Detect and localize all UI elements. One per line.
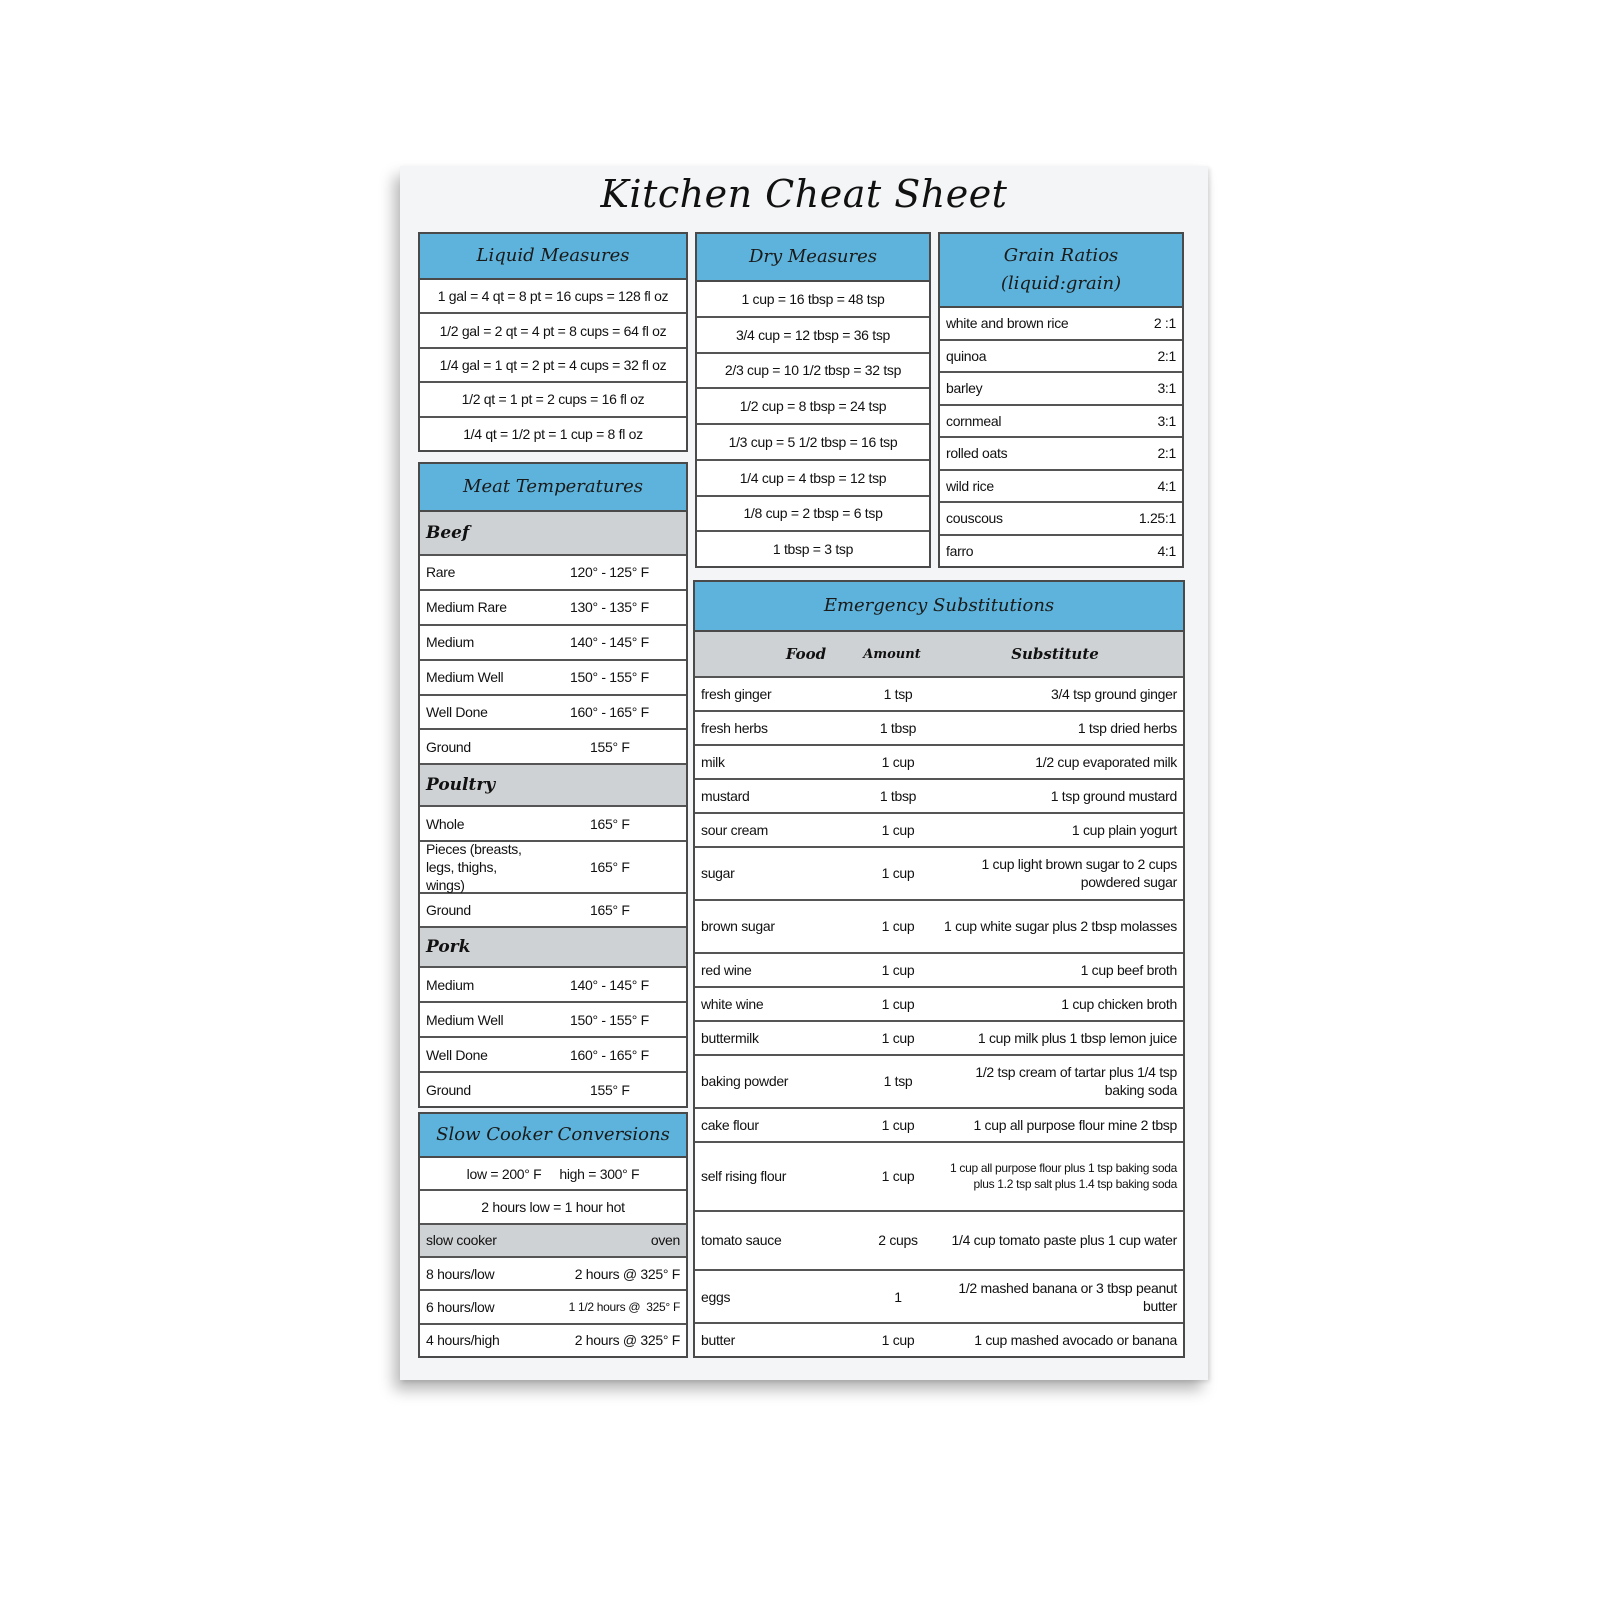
cell-text: 2:1: [1157, 347, 1176, 364]
meat-temperatures-heading: Meat Temperatures: [420, 464, 686, 512]
cell-text: 165° F: [590, 815, 630, 832]
cell-text: Medium: [426, 976, 474, 993]
cell-text: barley: [946, 380, 983, 397]
meat-temperatures-panel: [418, 462, 688, 1108]
cell-text: sugar: [701, 865, 735, 882]
cell-text: 1 cup: [881, 1168, 915, 1185]
cell-text: 1 cup: [881, 821, 915, 838]
cell-text: Ground: [426, 902, 471, 918]
cell-text: quinoa: [946, 347, 987, 364]
cell-text: 140° - 145° F: [570, 634, 649, 651]
cell-text: 1 cup: [881, 995, 915, 1012]
liquid-row: 1/2 gal = 2 qt = 4 pt = 8 cups = 64 fl oz: [420, 314, 686, 348]
cell-text: 1: [894, 1288, 902, 1305]
slow-row: [420, 1325, 686, 1356]
cell-text: 1 cup: [881, 1116, 915, 1133]
cell-text: 165° F: [590, 902, 630, 918]
substitution-row: [695, 901, 1183, 954]
cell-text: sour cream: [701, 821, 769, 838]
cell-text: 140° - 145° F: [570, 976, 649, 993]
meat-row: [420, 696, 686, 731]
cell-text: 1 cup all purpose flour plus 1 tsp baking soda plus 1.2 tsp salt plus 1.4 tsp baking soda: [949, 1161, 1177, 1192]
slow-columns-row: [420, 1225, 686, 1258]
cell-text: 1 cup chicken broth: [1061, 995, 1177, 1012]
slow-ratio-row: 2 hours low = 1 hour hot: [420, 1191, 686, 1224]
cell-text: 160° - 165° F: [570, 1046, 649, 1063]
cell-text: 4:1: [1157, 542, 1176, 559]
cell-text: 1 cup plain yogurt: [1071, 821, 1177, 838]
meat-row: [420, 894, 686, 927]
cell-text: 1 tsp: [883, 1073, 913, 1090]
meat-row: [420, 556, 686, 591]
cell-text: 8 hours/low: [426, 1265, 495, 1282]
cell-text: Pieces (breasts, legs, thighs, wings): [426, 840, 522, 893]
dry-row: 1/2 cup = 8 tbsp = 24 tsp: [697, 389, 929, 425]
cell-text: 1 cup beef broth: [1080, 961, 1177, 978]
slow-cooker-heading: Slow Cooker Conversions: [420, 1114, 686, 1158]
cell-text: 150° - 155° F: [570, 1011, 649, 1028]
substitute-column-header: Substitute: [1011, 645, 1099, 663]
cell-text: 1 cup mashed avocado or banana: [974, 1332, 1177, 1349]
cell-text: 1 cup: [881, 865, 915, 882]
cell-text: Whole: [426, 815, 465, 832]
substitution-row: [695, 746, 1183, 780]
cell-text: 1/2 cup evaporated milk: [1035, 753, 1177, 770]
cell-text: baking powder: [701, 1073, 789, 1090]
dry-row: 1/4 cup = 4 tbsp = 12 tsp: [697, 461, 929, 497]
grain-row: [940, 308, 1182, 341]
meat-row: [420, 807, 686, 842]
cell-text: 1 cup all purpose flour mine 2 tbsp: [973, 1116, 1177, 1133]
cell-text: buttermilk: [701, 1029, 759, 1046]
cell-text: couscous: [946, 510, 1003, 527]
grain-row: [940, 406, 1182, 439]
slow-temps-row: low = 200° F high = 300° F: [420, 1158, 686, 1191]
cell-text: 1 tsp: [883, 685, 913, 702]
substitution-row: [695, 848, 1183, 901]
cell-text: fresh ginger: [701, 685, 772, 702]
cell-text: 1 tbsp: [879, 787, 917, 804]
meat-row: [420, 1073, 686, 1106]
cell-text: fresh herbs: [701, 719, 768, 736]
grain-ratios-panel: [938, 232, 1184, 568]
dry-measures-heading: Dry Measures: [697, 234, 929, 282]
dry-row: 1 cup = 16 tbsp = 48 tsp: [697, 282, 929, 318]
grain-row: [940, 341, 1182, 374]
grain-row: [940, 373, 1182, 406]
grain-row: [940, 536, 1182, 567]
cell-text: 1 1/2 hours @ 325° F: [568, 1299, 680, 1314]
liquid-measures-panel: [418, 232, 688, 452]
meat-row: [420, 661, 686, 696]
liquid-row: 1/2 qt = 1 pt = 2 cups = 16 fl oz: [420, 383, 686, 417]
substitution-row: [695, 1022, 1183, 1056]
cell-text: brown sugar: [701, 918, 775, 935]
cell-text: 3/4 tsp ground ginger: [1050, 685, 1177, 702]
grain-ratios-heading: [940, 234, 1182, 308]
cell-text: tomato sauce: [701, 1232, 782, 1249]
dry-row: 1 tbsp = 3 tsp: [772, 541, 854, 558]
cell-text: milk: [701, 753, 725, 770]
cell-text: Medium Rare: [426, 599, 507, 616]
dry-row: 1/8 cup = 2 tbsp = 6 tsp: [697, 497, 929, 533]
substitution-row: [695, 814, 1183, 848]
cell-text: 1 tbsp: [879, 719, 917, 736]
cell-text: 2 hours @ 325° F: [574, 1332, 680, 1349]
grain-row: [940, 503, 1182, 536]
cell-text: red wine: [701, 961, 752, 978]
cell-text: Ground: [426, 738, 471, 755]
cell-text: 1 tsp ground mustard: [1050, 787, 1177, 804]
dry-row: 1/3 cup = 5 1/2 tbsp = 16 tsp: [697, 425, 929, 461]
cell-text: 2 hours @ 325° F: [574, 1265, 680, 1282]
liquid-row: 1 gal = 4 qt = 8 pt = 16 cups = 128 fl oz: [420, 280, 686, 314]
cell-text: 4:1: [1157, 477, 1176, 494]
cell-text: white and brown rice: [946, 315, 1069, 332]
substitution-row: [695, 1212, 1183, 1271]
cell-text: 6 hours/low: [426, 1298, 495, 1315]
cell-text: Medium Well: [426, 669, 504, 686]
slow-row: [420, 1291, 686, 1324]
cell-text: oven: [650, 1232, 680, 1249]
cell-text: Well Done: [426, 1046, 488, 1063]
liquid-row: 1/4 qt = 1/2 pt = 1 cup = 8 fl oz: [463, 425, 643, 442]
meat-row: [420, 842, 686, 893]
cell-text: cake flour: [701, 1116, 759, 1133]
food-column-header: Food: [785, 645, 827, 663]
cell-text: 1 cup milk plus 1 tbsp lemon juice: [977, 1029, 1177, 1046]
pork-category: Pork: [420, 926, 686, 968]
cell-text: 1.25:1: [1138, 510, 1176, 527]
cell-text: butter: [701, 1332, 735, 1349]
meat-row: [420, 1038, 686, 1073]
cell-text: 1 cup: [881, 753, 915, 770]
grain-ratios-subtitle: (liquid:grain): [1000, 273, 1122, 294]
substitution-row: [695, 1109, 1183, 1143]
slow-row: [420, 1258, 686, 1291]
cell-text: slow cooker: [426, 1232, 497, 1249]
cell-text: 1 tsp dried herbs: [1077, 719, 1177, 736]
cheat-sheet-poster: [400, 166, 1208, 1380]
cell-text: wild rice: [946, 477, 994, 494]
meat-row: [420, 968, 686, 1003]
cell-text: self rising flour: [701, 1168, 787, 1185]
cell-text: 2 cups: [878, 1232, 918, 1249]
meat-row: [420, 591, 686, 626]
substitutions-header-row: [695, 632, 1183, 678]
cell-text: 3:1: [1157, 380, 1176, 397]
cell-text: farro: [946, 542, 974, 559]
slow-cooker-panel: [418, 1112, 688, 1358]
grain-row: [940, 438, 1182, 471]
cell-text: 4 hours/high: [426, 1332, 500, 1349]
cell-text: Well Done: [426, 704, 488, 720]
cell-text: 160° - 165° F: [570, 704, 649, 720]
cell-text: 1/4 cup tomato paste plus 1 cup water: [951, 1232, 1177, 1249]
grain-ratios-title: Grain Ratios: [1003, 245, 1119, 266]
cell-text: rolled oats: [946, 445, 1008, 462]
cell-text: Rare: [426, 564, 456, 581]
substitution-row: [695, 1271, 1183, 1324]
substitution-row: [695, 780, 1183, 814]
meat-row: [420, 1003, 686, 1038]
cell-text: 1/2 mashed banana or 3 tbsp peanut butter: [958, 1279, 1177, 1314]
grain-row: [940, 471, 1182, 504]
cell-text: 1 cup: [881, 1332, 915, 1349]
page-title: Kitchen Cheat Sheet: [600, 172, 1008, 216]
cell-text: 1 cup: [881, 1029, 915, 1046]
substitution-row: [695, 988, 1183, 1022]
cell-text: 165° F: [590, 858, 630, 875]
dry-row: 2/3 cup = 10 1/2 tbsp = 32 tsp: [697, 354, 929, 390]
cell-text: white wine: [701, 995, 764, 1012]
cell-text: cornmeal: [946, 412, 1002, 429]
cell-text: 120° - 125° F: [570, 564, 649, 581]
substitution-row: [695, 678, 1183, 712]
substitution-row: [695, 1056, 1183, 1109]
cell-text: 1 cup light brown sugar to 2 cups powdered sugar: [981, 856, 1177, 891]
substitution-row: [695, 954, 1183, 988]
cell-text: 155° F: [590, 1081, 630, 1098]
cell-text: eggs: [701, 1288, 731, 1305]
cell-text: 1 cup white sugar plus 2 tbsp molasses: [944, 918, 1177, 935]
cell-text: 1 cup: [881, 961, 915, 978]
dry-measures-panel: [695, 232, 931, 568]
cell-text: 3:1: [1157, 412, 1176, 429]
emergency-substitutions-heading: Emergency Substitutions: [695, 582, 1183, 632]
meat-row: [420, 626, 686, 661]
amount-column-header: Amount: [863, 646, 921, 662]
cell-text: 2 :1: [1153, 315, 1176, 332]
cell-text: 130° - 135° F: [570, 599, 649, 616]
beef-category: Beef: [420, 512, 686, 556]
substitution-row: [695, 1324, 1183, 1356]
liquid-measures-heading: Liquid Measures: [420, 234, 686, 280]
cell-text: Medium Well: [426, 1011, 504, 1028]
cell-text: Ground: [426, 1081, 471, 1098]
cell-text: 2:1: [1157, 445, 1176, 462]
cell-text: 150° - 155° F: [570, 669, 649, 686]
cell-text: Medium: [426, 634, 474, 651]
substitution-row: [695, 1143, 1183, 1212]
dry-row: 3/4 cup = 12 tbsp = 36 tsp: [697, 318, 929, 354]
cell-text: 1 cup: [881, 918, 915, 935]
substitution-row: [695, 712, 1183, 746]
meat-row: [420, 730, 686, 763]
emergency-substitutions-panel: [693, 580, 1185, 1358]
poultry-category: Poultry: [420, 763, 686, 807]
cell-text: 1/2 tsp cream of tartar plus 1/4 tsp baking soda: [975, 1064, 1177, 1099]
cell-text: 155° F: [590, 738, 630, 755]
liquid-row: 1/4 gal = 1 qt = 2 pt = 4 cups = 32 fl oz: [420, 349, 686, 383]
cell-text: mustard: [701, 787, 750, 804]
